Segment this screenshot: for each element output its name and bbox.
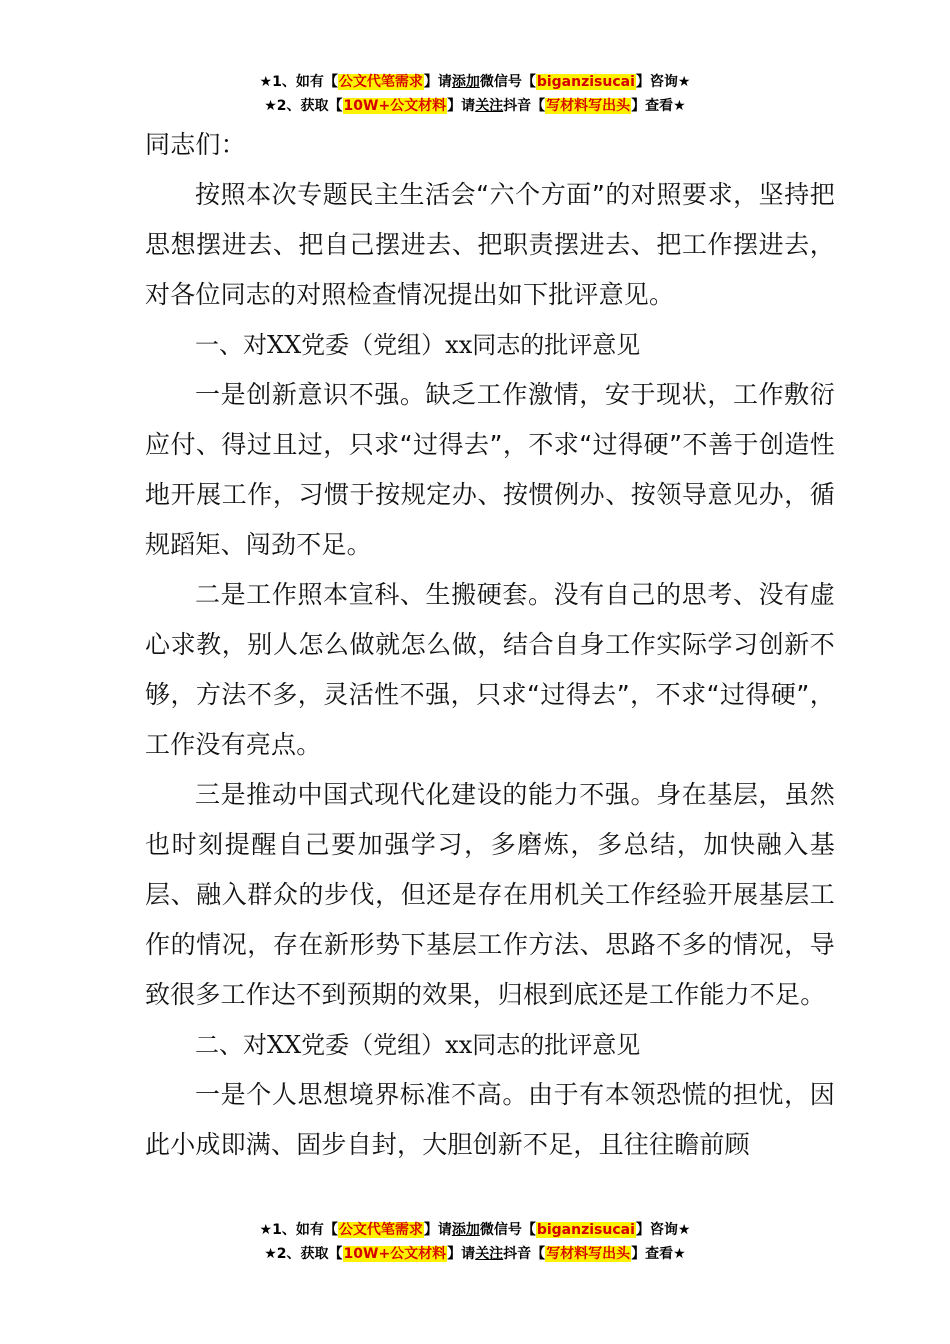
section-2-paragraph-1: 一是个人思想境界标准不高。由于有本领恐慌的担忧，因此小成即满、固步自封，大胆创新不足，且往往瞻前顾 [145,1080,835,1159]
banner-line-1 [0,1218,950,1242]
banner-underline: 关注 [475,1246,504,1262]
banner-highlight: 公文代笔需求 [338,1222,423,1238]
banner-text: ★1、如有【 [259,1222,338,1238]
header-banner [0,70,950,118]
banner-text: ★2、获取【 [264,1246,343,1262]
banner-text: ★2、获取【 [264,98,343,114]
banner-text: 微信号【 [479,1222,536,1238]
banner-text: 】请 [423,74,452,90]
intro-paragraph: 按照本次专题民主生活会“六个方面”的对照要求，坚持把思想摆进去、把自己摆进去、把职责摆进去、把工作摆进去，对各位同志的对照检查情况提出如下批评意见。 [145,180,835,309]
salutation: 同志们： [145,130,246,159]
banner-line-2 [0,1242,950,1266]
banner-text: 】请 [447,98,476,114]
banner-text: 】请 [423,1222,452,1238]
banner-underline: 关注 [475,98,504,114]
section-2-heading: 二、对XX党委（党组）xx同志的批评意见 [195,1031,641,1059]
section-1-paragraph-1: 一是创新意识不强。缺乏工作激情，安于现状，工作敷衍应付、得过且过，只求“过得去”，不求“过得硬”不善于创造性地开展工作，习惯于按规定办、按惯例办、按领导意见办，循规蹈矩、闯劲不足。 [145,380,835,559]
banner-highlight: 公文代笔需求 [338,74,423,90]
banner-text: 】咨询★ [635,74,691,90]
banner-highlight: biganzisucai [536,1222,635,1238]
section-1-paragraph-3: 三是推动中国式现代化建设的能力不强。身在基层，虽然也时刻提醒自己要加强学习，多磨炼，多总结，加快融入基层、融入群众的步伐，但还是存在用机关工作经验开展基层工作的情况，存在新形势下基层工作方法、思路不多的情况，导致很多工作达不到预期的效果，归根到底还是工作能力不足。 [145,780,835,1009]
document-body [145,120,835,1170]
section-1-heading: 一、对XX党委（党组）xx同志的批评意见 [195,331,641,359]
banner-line-2 [0,94,950,118]
banner-line-1 [0,70,950,94]
banner-text: 】查看★ [631,1246,686,1262]
footer-banner [0,1218,950,1266]
section-1-paragraph-2: 二是工作照本宣科、生搬硬套。没有自己的思考、没有虚心求教，别人怎么做就怎么做，结合自身工作实际学习创新不够，方法不多，灵活性不强，只求“过得去”，不求“过得硬”，工作没有亮点。 [145,580,835,759]
banner-text: ★1、如有【 [259,74,338,90]
banner-highlight: biganzisucai [536,74,635,90]
banner-underline: 添加 [451,1222,480,1238]
banner-text: 微信号【 [479,74,536,90]
banner-highlight: 写材料写出头 [546,98,631,114]
banner-underline: 添加 [451,74,480,90]
banner-text: 】咨询★ [635,1222,691,1238]
banner-text: 抖音【 [503,98,546,114]
banner-text: 抖音【 [503,1246,546,1262]
banner-highlight: 写材料写出头 [546,1246,631,1262]
banner-highlight: 10W+公文材料 [343,1246,447,1262]
banner-highlight: 10W+公文材料 [343,98,447,114]
banner-text: 】请 [447,1246,476,1262]
banner-text: 】查看★ [631,98,686,114]
